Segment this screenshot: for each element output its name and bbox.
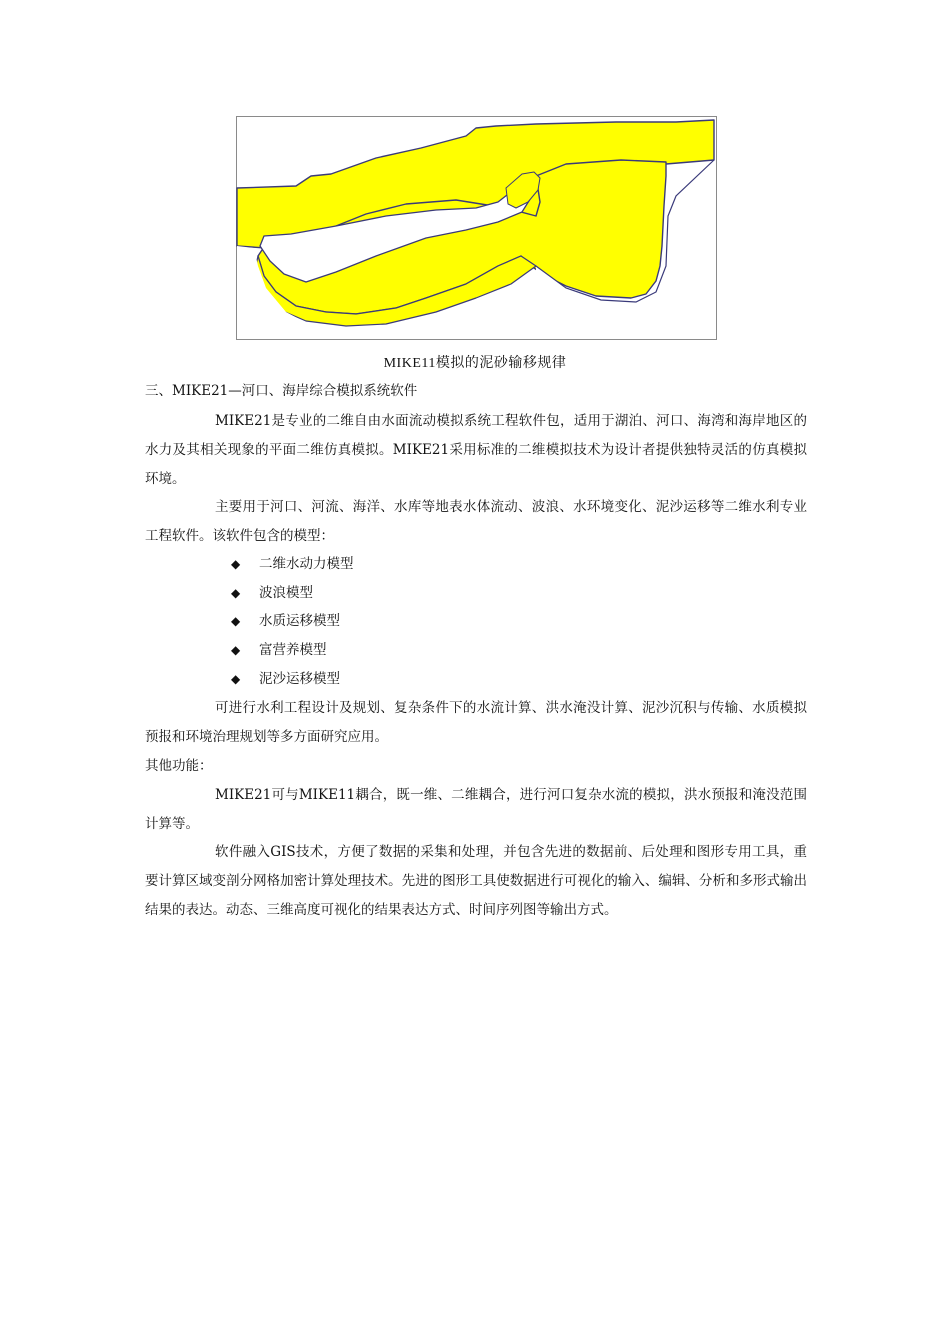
diamond-bullet-icon: ◆ — [231, 586, 241, 600]
application-paragraph: 可进行水利工程设计及规划、复杂条件下的水流计算、洪水淹没计算、泥沙沉积与传输、水质模拟预报和环境治理规划等多方面研究应用。 — [145, 700, 807, 745]
model-list-item: ◆ 二维水动力模型 — [231, 550, 354, 579]
model-list-item: ◆ 波浪模型 — [231, 579, 313, 608]
diamond-bullet-icon: ◆ — [231, 643, 241, 657]
coupling-paragraph: MIKE21可与MIKE11耦合，既一维、二维耦合，进行河口复杂水流的模拟，洪水预报和淹没范围计算等。 — [145, 787, 807, 832]
diamond-bullet-icon: ◆ — [231, 557, 241, 571]
section-heading: 三、MIKE21—河口、海岸综合模拟系统软件 — [145, 383, 418, 399]
intro-paragraph: MIKE21是专业的二维自由水面流动模拟系统工程软件包，适用于湖泊、河口、海湾和海岸地区的水力及其相关现象的平面二维仿真模拟。MIKE21采用标准的二维模拟技术为设计者提供独特灵活的仿真模拟环境。 — [145, 413, 807, 487]
model-list-item: ◆ 水质运移模型 — [231, 607, 340, 636]
diamond-bullet-icon: ◆ — [231, 614, 241, 628]
gis-paragraph: 软件融入GIS技术，方便了数据的采集和处理，并包含先进的数据前、后处理和图形专用工具，重要计算区域变剖分网格加密计算处理技术。先进的图形工具使数据进行可视化的输入、编辑、分析和多形式输出结果的表达。动态、三维高度可视化的结果表达方式、时间序列图等输出方式。 — [145, 844, 807, 918]
diamond-bullet-icon: ◆ — [231, 672, 241, 686]
model-list-item: ◆ 富营养模型 — [231, 636, 327, 665]
sediment-simulation-figure — [236, 116, 717, 340]
figure-caption: MIKE11模拟的泥砂输移规律 — [383, 356, 567, 371]
other-functions-heading: 其他功能： — [145, 758, 213, 774]
usage-paragraph: 主要用于河口、河流、海洋、水库等地表水体流动、波浪、水环境变化、泥沙运移等二维水利专业工程软件。该软件包含的模型： — [145, 499, 807, 544]
model-list-item: ◆ 泥沙运移模型 — [231, 665, 340, 694]
